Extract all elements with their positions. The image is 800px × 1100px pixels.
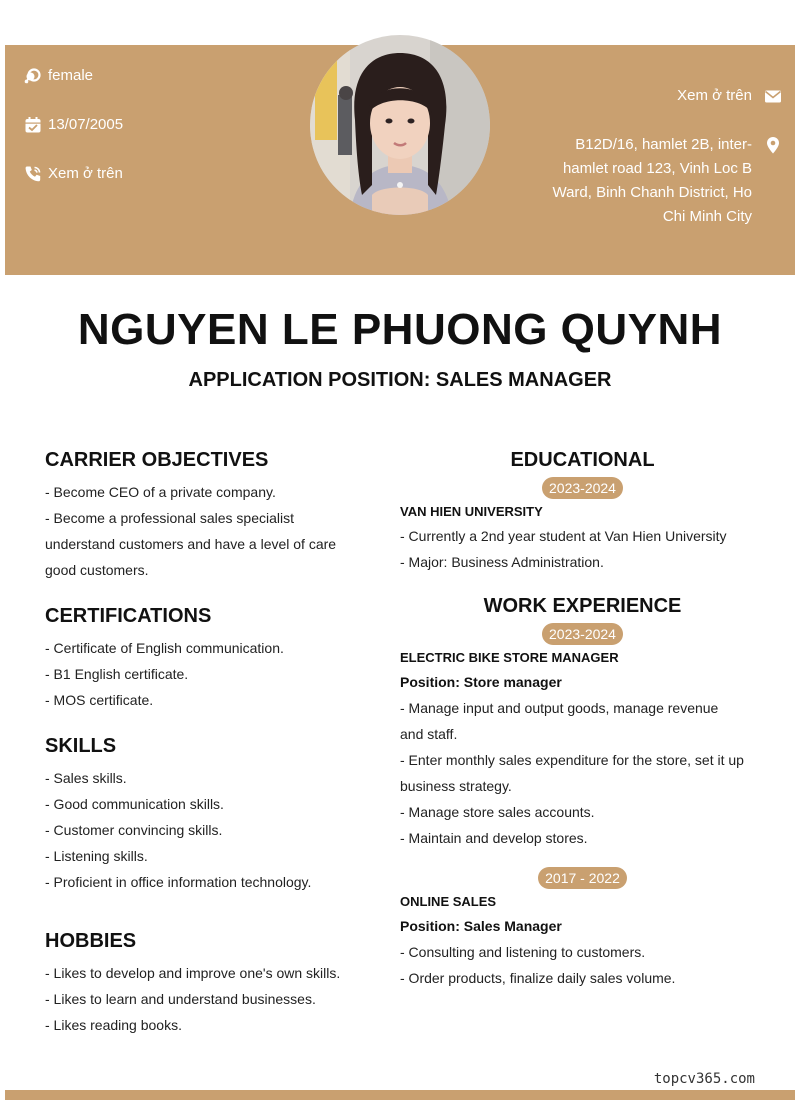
footer-band [5,1090,795,1100]
job-line: - Consulting and listening to customers. [400,944,646,960]
period-badge-wrap [400,867,765,889]
job-line: - Enter monthly sales expenditure for the store, set it up [400,752,744,768]
company-name: ONLINE SALES [400,894,497,909]
education-section [400,447,765,575]
section-title: EDUCATIONAL [510,449,655,471]
skill-line: - Customer convincing skills. [45,822,223,838]
gender-row [24,64,93,88]
right-column [400,447,765,991]
email-text: Xem ở trên [677,87,752,104]
phone-icon [24,165,42,183]
address-line: Chi Minh City [662,208,752,225]
skill-line: - Listening skills. [45,848,148,864]
hobby-line: - Likes to develop and improve one's own skills. [45,965,341,981]
hobby-line: - Likes to learn and understand businesses. [45,991,316,1007]
job-line: - Maintain and develop stores. [400,830,588,846]
address-line: hamlet road 123, Vinh Loc B [562,160,752,177]
job-role: Position: Store manager [400,674,562,690]
section-title: SKILLS [45,735,117,757]
address-line: Ward, Binh Chanh District, Ho [552,184,752,201]
avatar-photo [310,35,490,215]
work-section [400,593,765,991]
hobby-line: - Likes reading books. [45,1017,182,1033]
job-line: - Manage input and output goods, manage revenue [400,700,719,716]
left-column [45,447,365,1038]
job-entry [400,867,765,991]
education-line: - Major: Business Administration. [400,554,604,570]
education-line: - Currently a 2nd year student at Van Hien University [400,528,727,544]
skills-section [45,733,365,895]
email-row [677,84,782,108]
address-text [552,133,752,229]
job-line: business strategy. [400,778,512,794]
calendar-icon [24,116,42,134]
period-badge: 2023-2024 [542,477,623,499]
email-icon [764,87,782,105]
objective-line: - Become CEO of a private company. [45,484,276,500]
phone-text: Xem ở trên [48,165,123,182]
address-row [552,133,782,229]
skill-line: - Good communication skills. [45,796,224,812]
application-position: APPLICATION POSITION: SALES MANAGER [188,369,612,391]
job-line: - Manage store sales accounts. [400,804,595,820]
hobbies-section [45,928,365,1038]
section-title: CARRIER OBJECTIVES [45,449,269,471]
objectives-section [45,447,365,583]
school-name: VAN HIEN UNIVERSITY [400,504,543,519]
gender-text: female [48,67,94,84]
period-badge-wrap [400,477,765,499]
phone-row [24,162,123,186]
section-title: HOBBIES [45,930,137,952]
objective-line: good customers. [45,562,149,578]
candidate-name: NGUYEN LE PHUONG QUYNH [77,305,723,354]
job-line: and staff. [400,726,458,742]
gender-icon [24,67,42,85]
company-name: ELECTRIC BIKE STORE MANAGER [400,650,619,665]
certifications-section [45,603,365,713]
skill-line: - Sales skills. [45,770,127,786]
section-title: CERTIFICATIONS [45,605,212,627]
birthday-row [24,113,123,137]
address-line: B12D/16, hamlet 2B, inter- [575,136,752,153]
job-role: Position: Sales Manager [400,918,562,934]
birthday-text: 13/07/2005 [48,116,124,133]
period-badge: 2017 - 2022 [538,867,627,889]
job-entry [400,623,765,851]
certification-line: - B1 English certificate. [45,666,189,682]
location-icon [764,136,782,154]
objective-line: - Become a professional sales specialist [45,510,295,526]
skill-line: - Proficient in office information technology. [45,874,312,890]
certification-line: - Certificate of English communication. [45,640,284,656]
watermark-text: topcv365.com [653,1071,755,1087]
certification-line: - MOS certificate. [45,692,154,708]
period-badge: 2023-2024 [542,623,623,645]
objective-line: understand customers and have a level of care [45,536,337,552]
job-line: - Order products, finalize daily sales volume. [400,970,676,986]
section-title: WORK EXPERIENCE [483,595,682,617]
period-badge-wrap [400,623,765,645]
